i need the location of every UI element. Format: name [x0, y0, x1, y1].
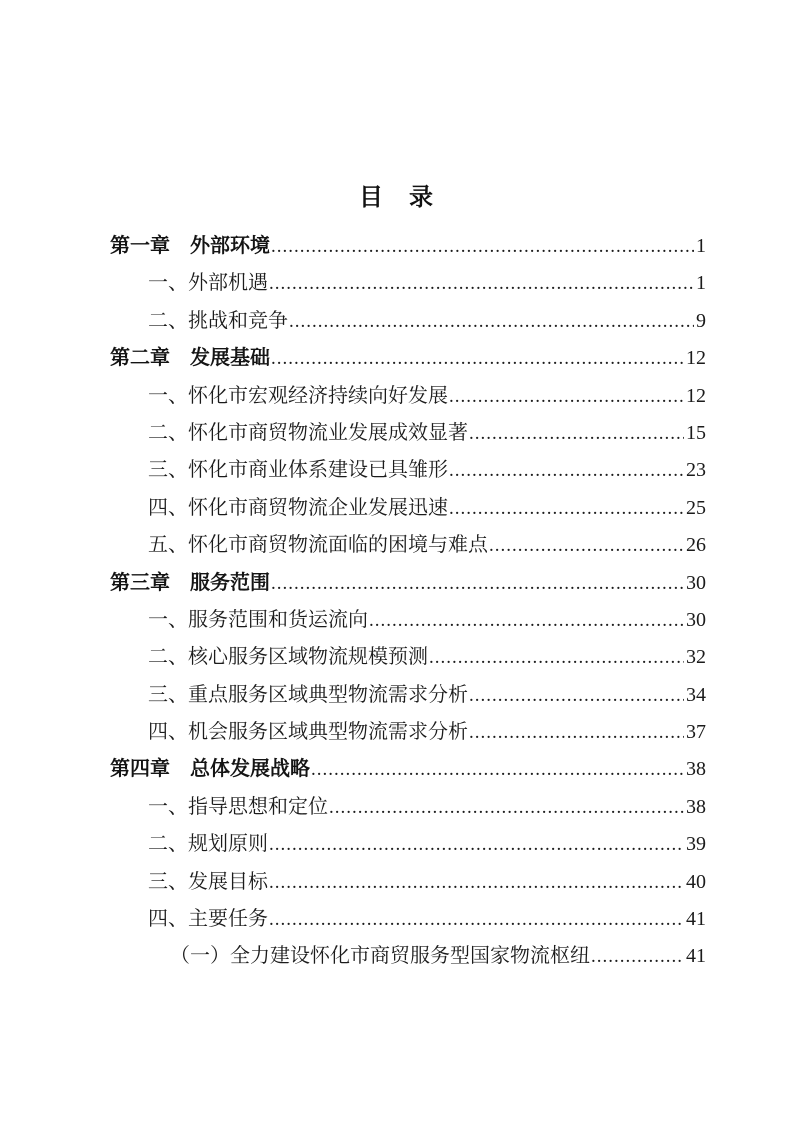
toc-entry-page: 38 — [686, 758, 706, 781]
toc-entry[interactable] — [110, 265, 706, 302]
dot-leader-icon — [429, 639, 684, 676]
dot-leader-icon — [269, 265, 694, 302]
toc-entry-page: 41 — [686, 908, 706, 931]
toc-entry-label: 四、主要任务 — [148, 908, 268, 931]
toc-entry-page: 9 — [696, 309, 706, 332]
toc-entry-label: 二、核心服务区域物流规模预测 — [148, 646, 428, 669]
dot-leader-icon — [271, 228, 694, 265]
toc-entry-label: 二、规划原则 — [148, 833, 268, 856]
toc-entry-page: 37 — [686, 721, 706, 744]
toc-entry[interactable] — [110, 527, 706, 564]
toc-entry[interactable] — [110, 340, 706, 377]
toc-entry-label: 一、指导思想和定位 — [148, 795, 328, 818]
toc-entry-label: 三、发展目标 — [148, 870, 268, 893]
dot-leader-icon — [489, 527, 684, 564]
toc-entry[interactable] — [110, 378, 706, 415]
toc-entry-page: 12 — [686, 384, 706, 407]
toc-entry[interactable] — [110, 864, 706, 901]
dot-leader-icon — [269, 826, 684, 863]
toc-entry-page: 41 — [686, 945, 706, 968]
dot-leader-icon — [271, 340, 684, 377]
toc-entry-label: 一、怀化市宏观经济持续向好发展 — [148, 384, 448, 407]
toc-entry-label: 三、怀化市商业体系建设已具雏形 — [148, 459, 448, 482]
toc-entry[interactable] — [110, 228, 706, 265]
toc-entry-label: 四、怀化市商贸物流企业发展迅速 — [148, 496, 448, 519]
dot-leader-icon — [449, 378, 684, 415]
toc-title: 目 录 — [359, 184, 434, 211]
toc-entry-label: 四、机会服务区域典型物流需求分析 — [148, 721, 468, 744]
toc-entry-page: 30 — [686, 571, 706, 594]
toc-list — [110, 228, 706, 976]
toc-entry-label: 第四章 总体发展战略 — [110, 758, 310, 781]
dot-leader-icon — [469, 415, 684, 452]
dot-leader-icon — [329, 789, 684, 826]
toc-entry-page: 40 — [686, 870, 706, 893]
toc-entry[interactable] — [110, 677, 706, 714]
toc-entry[interactable] — [110, 938, 706, 975]
toc-entry-page: 39 — [686, 833, 706, 856]
toc-entry-label: 一、服务范围和货运流向 — [148, 608, 368, 631]
toc-entry[interactable] — [110, 452, 706, 489]
dot-leader-icon — [271, 565, 684, 602]
toc-entry[interactable] — [110, 490, 706, 527]
dot-leader-icon — [449, 490, 684, 527]
toc-entry-label: 第三章 服务范围 — [110, 571, 270, 594]
toc-entry[interactable] — [110, 714, 706, 751]
toc-entry[interactable] — [110, 789, 706, 826]
toc-entry-page: 38 — [686, 795, 706, 818]
toc-entry-page: 1 — [696, 272, 706, 295]
toc-entry[interactable] — [110, 639, 706, 676]
dot-leader-icon — [469, 677, 684, 714]
toc-entry-label: （一）全力建设怀化市商贸服务型国家物流枢纽 — [170, 945, 590, 968]
dot-leader-icon — [269, 864, 684, 901]
toc-entry-label: 一、外部机遇 — [148, 272, 268, 295]
toc-entry-page: 32 — [686, 646, 706, 669]
toc-entry[interactable] — [110, 901, 706, 938]
dot-leader-icon — [591, 938, 684, 975]
toc-entry[interactable] — [110, 565, 706, 602]
toc-entry-page: 15 — [686, 421, 706, 444]
toc-entry-label: 二、挑战和竞争 — [148, 309, 288, 332]
toc-entry-label: 二、怀化市商贸物流业发展成效显著 — [148, 421, 468, 444]
toc-entry[interactable] — [110, 602, 706, 639]
dot-leader-icon — [311, 751, 684, 788]
dot-leader-icon — [369, 602, 684, 639]
toc-entry-page: 30 — [686, 608, 706, 631]
toc-entry-label: 三、重点服务区域典型物流需求分析 — [148, 683, 468, 706]
toc-entry-label: 五、怀化市商贸物流面临的困境与难点 — [148, 534, 488, 557]
toc-entry-page: 12 — [686, 347, 706, 370]
toc-entry[interactable] — [110, 826, 706, 863]
toc-entry-label: 第二章 发展基础 — [110, 347, 270, 370]
toc-entry-page: 26 — [686, 534, 706, 557]
toc-entry[interactable] — [110, 303, 706, 340]
toc-entry-page: 23 — [686, 459, 706, 482]
toc-entry[interactable] — [110, 751, 706, 788]
toc-entry-page: 1 — [696, 235, 706, 257]
dot-leader-icon — [469, 714, 684, 751]
toc-entry-page: 25 — [686, 496, 706, 519]
toc-entry-page: 34 — [686, 683, 706, 706]
dot-leader-icon — [269, 901, 684, 938]
dot-leader-icon — [449, 452, 684, 489]
toc-entry[interactable] — [110, 415, 706, 452]
dot-leader-icon — [289, 303, 694, 340]
toc-entry-label: 第一章 外部环境 — [110, 235, 270, 257]
